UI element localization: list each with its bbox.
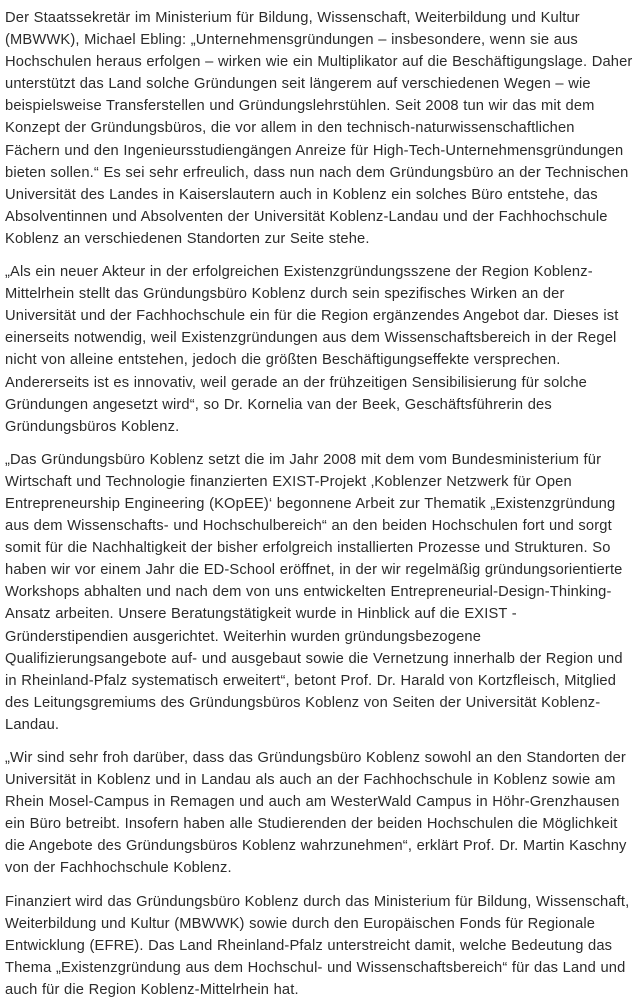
article-paragraph: „Wir sind sehr froh darüber, dass das Gründungsbüro Koblenz sowohl an den Standorten der Universität in Koblenz und in Landau als auch an der Fachhochschule in Koblenz sowie am Rhein Mosel-Campus in Remagen und auch am WesterWald Campus in Höhr-Grenzhausen ein Büro betreibt. Insofern haben alle Studierenden der beiden Hochschulen die Möglichkeit die Angebote des Gründungsbüros Koblenz wahrzunehmen“, erklärt Prof. Dr. Martin Kaschny von der Fachhochschule Koblenz. — [5, 750, 627, 877]
article-paragraph: „Als ein neuer Akteur in der erfolgreichen Existenzgründungsszene der Region Koblenz-Mittelrhein stellt das Gründungsbüro Koblenz durch sein spezifisches Wirken an der Universität und der Fachhochschule ein für die Region ergänzendes Angebot dar. Dieses ist einerseits notwendig, weil Existenzgründungen aus dem Wissenschaftsbereich in der Regel nicht von alleine entstehen, jedoch die größten Beschäftigungseffekte versprechen. Andererseits ist es innovativ, weil gerade an der frühzeitigen Sensibilisierung für solche Gründungen angesetzt wird“, so Dr. Kornelia van der Beek, Geschäftsführerin des Gründungsbüros Koblenz. — [5, 264, 619, 435]
article-paragraph: Finanziert wird das Gründungsbüro Koblenz durch das Ministerium für Bildung, Wissenschaft, Weiterbildung und Kultur (MBWWK) sowie durch den Europäischen Fonds für Regionale Entwicklung (EFRE). Das Land Rheinland-Pfalz unterstreicht damit, welche Bedeutung das Thema „Existenzgründung aus dem Hochschul- und Wissenschaftsbereich“ für das Land und auch für die Region Koblenz-Mittelrhein hat. — [5, 893, 630, 998]
article-paragraph: Der Staatssekretär im Ministerium für Bildung, Wissenschaft, Weiterbildung und Kultur (MBWWK), Michael Ebling: „Unternehmensgründungen – insbesondere, wenn sie aus Hochschulen heraus erfolgen – wirken wie ein Multiplikator auf die Beschäftigungslage. Daher unterstützt das Land solche Gründungen seit längerem auf verschiedenen Wegen – wie beispielsweise Transferstellen und Gründungslehrstühlen. Seit 2008 tun wir das mit dem Konzept der Gründungsbüros, die vor allem in den technisch-naturwissenschaftlichen Fächern und den Ingenieursstudiengängen Anreize für High-Tech-Unternehmensgründungen bieten sollen.“ Es sei sehr erfreulich, dass nun nach dem Gründungsbüro an der Technischen Universität des Landes in Kaiserslautern auch in Koblenz ein solches Büro entstehe, das Absolventinnen und Absolventen der Universität Koblenz-Landau und der Fachhochschule Koblenz an verschiedenen Standorten zur Seite stehe. — [5, 10, 633, 247]
article-paragraph: „Das Gründungsbüro Koblenz setzt die im Jahr 2008 mit dem vom Bundesministerium für Wirtschaft und Technologie finanzierten EXIST-Projekt ‚Koblenzer Netzwerk für Open Entrepreneurship Engineering (KOpEE)‘ begonnene Arbeit zur Thematik „Existenzgründung aus dem Wissenschafts- und Hochschulbereich“ an den beiden Hochschulen fort und sorgt somit für die Nachhaltigkeit der bisher erfolgreich installierten Prozesse und Strukturen. So haben wir vor einem Jahr die ED-School eröffnet, in der wir regelmäßig gründungsorientierte Workshops abhalten und nach dem von uns entwickelten Entrepreneurial-Design-Thinking-Ansatz arbeiten. Unsere Beratungstätigkeit wurde in Hinblick auf die EXIST -Gründerstipendien ausgerichtet. Weiterhin wurden gründungsbezogene Qualifizierungsangebote auf- und ausgebaut sowie die Vernetzung innerhalb der Region und in Rheinland-Pfalz systematisch erweitert“, betont Prof. Dr. Harald von Kortzfleisch, Mitglied des Leitungsgremiums des Gründungsbüros Koblenz von Seiten der Universität Koblenz-Landau. — [5, 451, 623, 733]
